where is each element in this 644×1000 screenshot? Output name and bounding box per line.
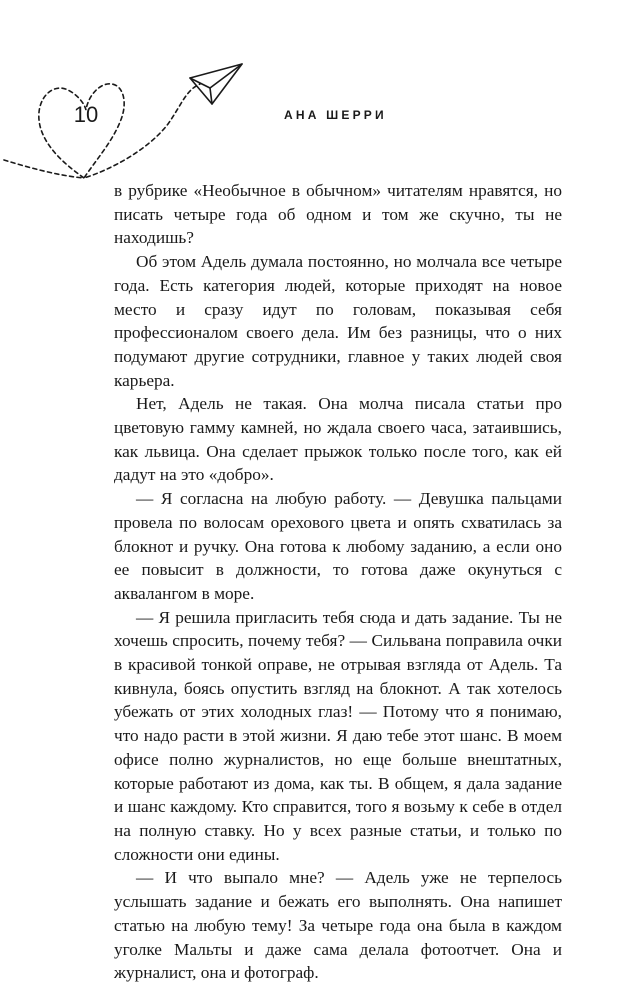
paragraph: Об этом Адель думала постоянно, но молчала все четыре года. Есть категория людей, которые приходят на новое место и сразу идут по головам, показывая себя профессионалом своего дела. Им без разницы, что о них подумают другие сотрудники, главное у таких людей своя карьера. (114, 252, 562, 390)
paragraph: Нет, Адель не такая. Она молча писала статьи про цветовую гамму камней, но ждала своего часа, затаившись, как львица. Она сделает прыжок только после того, как ей дадут на это «добро». (114, 394, 562, 485)
paper-plane-icon (186, 60, 246, 108)
paragraph: — Я решила пригласить тебя сюда и дать задание. Ты не хочешь спросить, почему тебя? — Сильвана поправила очки в красивой тонкой оправе, не отрывая взгляда от Адель. Та кивнула, боясь опустить взгляд на блокнот. А так хотелось убежать от этих холодных глаз! — Потому что я понимаю, что надо расти в этой жизни. Я даю тебе этот шанс. В моем офисе полно журналистов, но еще больше внештатных, которые работают из дома, как ты. В общем, я дала задание и шанс каждому. Кто справится, того я возьму к себе в отдел на полную ставку. Но у всех разные статьи, и только по сложности они едины. (114, 607, 562, 864)
paragraph: в рубрике «Необычное в обычном» читателям нравятся, но писать четыре года об одном и том же скучно, ты не находишь? (114, 181, 562, 248)
paragraph: — Я согласна на любую работу. — Девушка пальцами провела по волосам орехового цвета и опять схватилась за блокнот и ручку. Она готова к любому заданию, а если оно ее повысит в должности, то готова даже окунуться с аквалангом в море. (114, 489, 562, 603)
page-number: 10 (73, 102, 99, 127)
paragraph: — И что выпало мне? — Адель уже не терпелось услышать задание и бежать его выполнять. Она напишет статью на любую тему! За четыре года она была в каждом уголке Мальты и даже сама делала фотоотчет. Она и журналист, она и фотограф. (114, 868, 562, 983)
running-head: АНА ШЕРРИ (284, 108, 387, 122)
body-text (114, 179, 562, 985)
